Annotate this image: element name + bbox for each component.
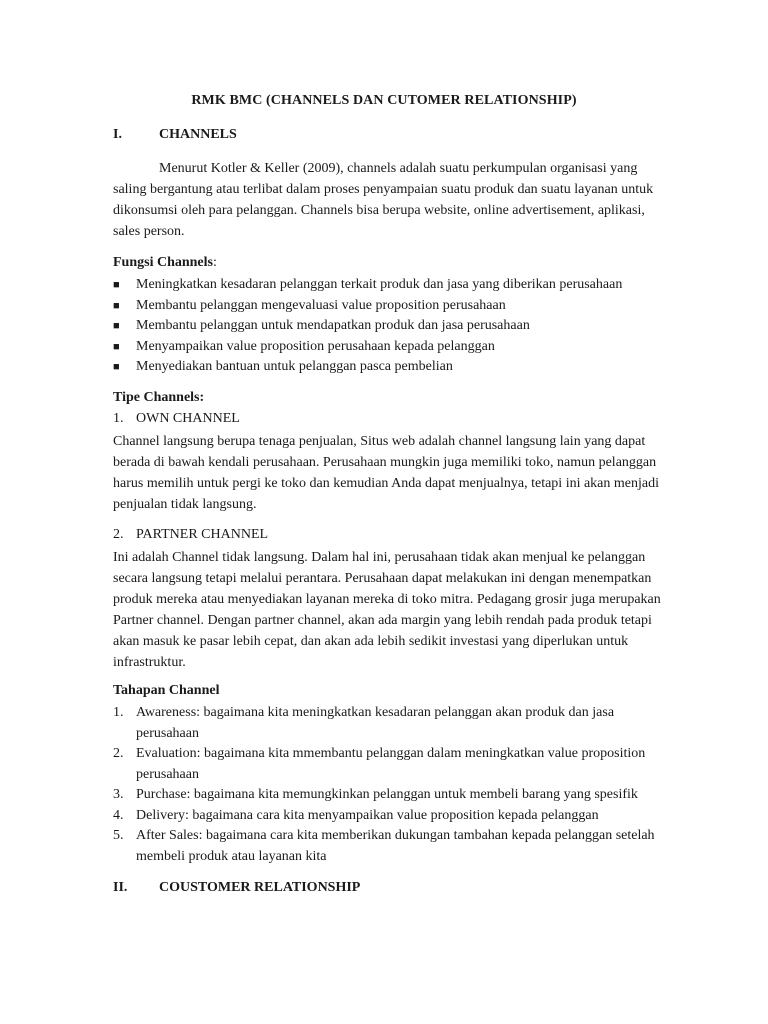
tipe-channels-heading: Tipe Channels: (113, 390, 205, 405)
list-item-text: Awareness: bagaimana kita meningkatkan kesadaran pelanggan akan produk dan jasa perusahaan (136, 705, 615, 741)
list-item-text: Menyampaikan value proposition perusahaan kepada pelanggan (136, 338, 495, 354)
channels-intro-paragraph: Menurut Kotler & Keller (2009), channels adalah suatu perkumpulan organisasi yang saling bergantung atau terlibat dalam proses penyampaian suatu produk dan suatu layanan untuk dikonsumsi oleh para pelanggan. Channels bisa berupa website, online advertisement, aplikasi, sales person. (113, 161, 654, 239)
partner-channel-paragraph: Ini adalah Channel tidak langsung. Dalam hal ini, perusahaan tidak akan menjual ke pelanggan secara langsung tetapi melalui perantara. Perusahaan dapat melakukan ini dengan menempatkan produk mereka atau menyediakan layanan mereka di toko mitra. Pedagang grosir juga merupakan Partner channel. Dengan partner channel, akan ada margin yang lebih rendah pada produk tetapi akan masuk ke pasar lebih cepat, dan akan ada lebih sedikit investasi yang diperlukan untuk infrastruktur. (113, 550, 661, 670)
list-item (113, 296, 693, 317)
own-channel-paragraph: Channel langsung berupa tenaga penjualan, Situs web adalah channel langsung lain yang dapat berada di bawah kendali perusahaan. Perusahaan mungkin juga memiliki toko, namun pelanggan harus memilih untuk pergi ke toko dan kemudian Anda dapat menjualnya, tetapi ini akan menjadi penjualan tidak langsung. (113, 434, 659, 512)
list-item-text: Evaluation: bagaimana kita mmembantu pelanggan dalam meningkatkan value proposition perusahaan (136, 746, 646, 782)
document-title: RMK BMC (CHANNELS DAN CUTOMER RELATIONSHIP) (191, 93, 577, 108)
fungsi-channels-colon: : (212, 255, 217, 270)
own-channel-label: OWN CHANNEL (136, 411, 240, 426)
list-item-index: 4. (113, 807, 124, 823)
fungsi-channels-heading (113, 255, 217, 271)
own-channel-index: 1. (113, 411, 124, 426)
list-item-text: Membantu pelanggan untuk mendapatkan produk dan jasa perusahaan (136, 318, 530, 333)
list-item-text: Purchase: bagaimana kita memungkinkan pelanggan untuk membeli barang yang spesifik (136, 787, 638, 802)
list-item-text: Membantu pelanggan mengevaluasi value proposition perusahaan (136, 297, 506, 313)
list-item-index: 2. (113, 746, 124, 761)
square-bullet-icon: ■ (113, 299, 120, 312)
partner-channel-label: PARTNER CHANNEL (136, 527, 269, 542)
section-2-number: II. (113, 880, 128, 895)
square-bullet-icon: ■ (113, 279, 120, 291)
list-item (113, 357, 693, 378)
fungsi-channels-title: Fungsi Channels (113, 255, 213, 270)
list-item (113, 337, 693, 358)
fungsi-channels-list (113, 275, 693, 378)
list-item-text: Meningkatkan kesadaran pelanggan terkait produk dan jasa yang diberikan perusahaan (136, 277, 623, 292)
square-bullet-icon: ■ (113, 320, 120, 332)
list-item (113, 785, 678, 806)
list-item (113, 826, 678, 867)
list-item (113, 316, 693, 337)
list-item (113, 275, 693, 296)
section-1-title: CHANNELS (159, 127, 237, 142)
list-item-index: 5. (113, 828, 124, 843)
section-2-heading (113, 880, 360, 896)
partner-channel-index: 2. (113, 527, 124, 542)
list-item (113, 703, 678, 744)
partner-channel-heading (113, 527, 268, 543)
list-item-text: Menyediakan bantuan untuk pelanggan pasca pembelian (136, 359, 453, 374)
list-item-index: 1. (113, 705, 124, 720)
tahapan-channel-heading: Tahapan Channel (113, 683, 220, 698)
square-bullet-icon: ■ (113, 340, 120, 353)
list-item (113, 744, 678, 785)
list-item (113, 806, 678, 827)
list-item-text: Delivery: bagaimana cara kita menyampaikan value proposition kepada pelanggan (136, 807, 599, 823)
tahapan-channel-list (113, 703, 678, 867)
section-1-heading (113, 127, 237, 143)
square-bullet-icon: ■ (113, 361, 120, 373)
section-1-number: I. (113, 127, 122, 142)
list-item-text: After Sales: bagaimana cara kita memberikan dukungan tambahan kepada pelanggan setelah membeli produk atau layanan kita (136, 828, 655, 864)
own-channel-heading (113, 411, 240, 427)
section-2-title: COUSTOMER RELATIONSHIP (159, 880, 361, 895)
list-item-index: 3. (113, 787, 124, 802)
